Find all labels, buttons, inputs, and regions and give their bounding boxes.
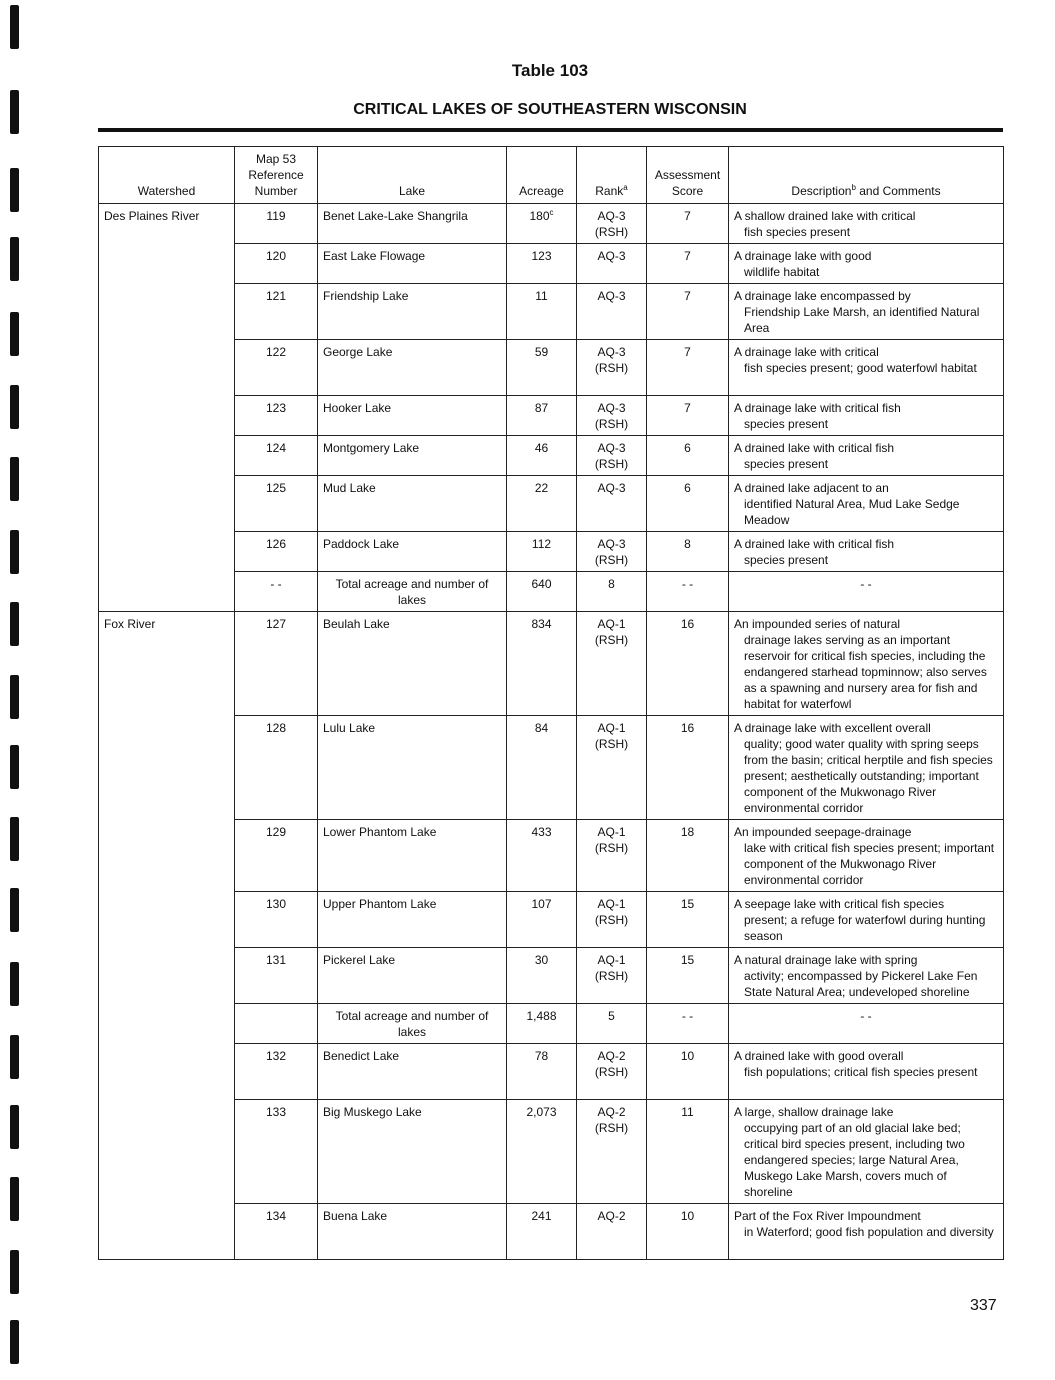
watershed-cell: Des Plaines River — [99, 204, 235, 244]
reference-cell: 129 — [235, 820, 318, 892]
lake-cell: Lower Phantom Lake — [318, 820, 507, 892]
description-cell: Part of the Fox River Impoundment in Waterford; good fish population and diversity — [729, 1204, 1004, 1260]
score-cell: 15 — [647, 948, 729, 1004]
rank-cell: AQ-1 (RSH) — [577, 892, 647, 948]
description-cell: An impounded seepage-drainage lake with critical fish species present; important component of the Mukwonago River environmental corridor — [729, 820, 1004, 892]
total-row — [99, 572, 1004, 612]
rank-cell: AQ-3 (RSH) — [577, 204, 647, 244]
col-header-description: Description$^b$ and Comments — [729, 147, 1004, 204]
rank-cell: AQ-2 (RSH) — [577, 1044, 647, 1100]
page-number: 337 — [970, 1297, 997, 1314]
reference-cell: 119 — [235, 204, 318, 244]
rank-cell: AQ-3 (RSH) — [577, 396, 647, 436]
rank-cell: AQ-2 — [577, 1204, 647, 1260]
acreage-cell: 180$^c$ — [507, 204, 577, 244]
lake-cell: Pickerel Lake — [318, 948, 507, 1004]
reference-cell: 128 — [235, 716, 318, 820]
table-row — [99, 340, 1004, 396]
description-cell: A drainage lake with excellent overall quality; good water quality with spring seeps from the basin; critical herptile and fish species present; aesthetically outstanding; important component of the Mukwonago River environmental corridor — [729, 716, 1004, 820]
table-row — [99, 612, 1004, 716]
description-cell: A drained lake adjacent to an identified Natural Area, Mud Lake Sedge Meadow — [729, 476, 1004, 532]
col-header-rank: Rank$^a$ — [577, 147, 647, 204]
acreage-cell: 78 — [507, 1044, 577, 1100]
table-row — [99, 396, 1004, 436]
reference-cell: 126 — [235, 532, 318, 572]
acreage-cell: 30 — [507, 948, 577, 1004]
lake-cell: Friendship Lake — [318, 284, 507, 340]
reference-cell: 130 — [235, 892, 318, 948]
lake-cell: Beulah Lake — [318, 612, 507, 716]
rank-cell: AQ-3 (RSH) — [577, 340, 647, 396]
watershed-cell — [99, 340, 235, 396]
score-cell: 6 — [647, 436, 729, 476]
watershed-cell — [99, 1044, 235, 1100]
lake-cell: Lulu Lake — [318, 716, 507, 820]
description-cell: A seepage lake with critical fish species present; a refuge for waterfowl during hunting season — [729, 892, 1004, 948]
table-row — [99, 284, 1004, 340]
col-header-acreage: Acreage — [507, 147, 577, 204]
acreage-cell: 87 — [507, 396, 577, 436]
score-cell: 18 — [647, 820, 729, 892]
rank-cell: AQ-3 — [577, 284, 647, 340]
description-cell: - - — [729, 1004, 1004, 1044]
watershed-cell — [99, 532, 235, 572]
reference-cell: 121 — [235, 284, 318, 340]
table-row — [99, 1044, 1004, 1100]
reference-cell: 131 — [235, 948, 318, 1004]
table-row — [99, 204, 1004, 244]
watershed-cell — [99, 1204, 235, 1260]
rank-cell: AQ-3 — [577, 476, 647, 532]
table-row — [99, 532, 1004, 572]
description-cell: A drained lake with critical fish species present — [729, 532, 1004, 572]
acreage-cell: 59 — [507, 340, 577, 396]
score-cell: 7 — [647, 244, 729, 284]
score-cell: 10 — [647, 1204, 729, 1260]
acreage-cell: 107 — [507, 892, 577, 948]
header-row — [99, 147, 1004, 204]
watershed-cell — [99, 716, 235, 820]
description-cell: A natural drainage lake with spring activity; encompassed by Pickerel Lake Fen State Natural Area; undeveloped shoreline — [729, 948, 1004, 1004]
table-row — [99, 1100, 1004, 1204]
reference-cell: - - — [235, 572, 318, 612]
reference-cell: 124 — [235, 436, 318, 476]
reference-cell: 125 — [235, 476, 318, 532]
description-cell: A shallow drained lake with critical fish species present — [729, 204, 1004, 244]
table-row — [99, 244, 1004, 284]
description-cell: A large, shallow drainage lake occupying part of an old glacial lake bed; critical bird species present, including two endangered species; large Natural Area, Muskego Lake Marsh, covers much of shoreline — [729, 1100, 1004, 1204]
rank-cell: AQ-1 (RSH) — [577, 820, 647, 892]
lake-cell: Hooker Lake — [318, 396, 507, 436]
lake-cell: Benedict Lake — [318, 1044, 507, 1100]
lake-cell: Paddock Lake — [318, 532, 507, 572]
table-row — [99, 892, 1004, 948]
lake-cell: Upper Phantom Lake — [318, 892, 507, 948]
watershed-cell — [99, 572, 235, 612]
acreage-cell: 241 — [507, 1204, 577, 1260]
score-cell: 7 — [647, 340, 729, 396]
lake-cell: Buena Lake — [318, 1204, 507, 1260]
col-header-score: Assessment Score — [647, 147, 729, 204]
score-cell: 16 — [647, 716, 729, 820]
watershed-cell — [99, 396, 235, 436]
table-row — [99, 1204, 1004, 1260]
description-cell: A drainage lake encompassed by Friendship Lake Marsh, an identified Natural Area — [729, 284, 1004, 340]
watershed-cell — [99, 284, 235, 340]
description-cell: A drainage lake with critical fish species present; good waterfowl habitat — [729, 340, 1004, 396]
table-title: CRITICAL LAKES OF SOUTHEASTERN WISCONSIN — [353, 101, 747, 118]
lake-cell: Montgomery Lake — [318, 436, 507, 476]
description-cell: An impounded series of natural drainage lakes serving as an important reservoir for critical fish species, including the endangered starhead topminnow; also serves as a spawning and nursery area for fish and habitat for waterfowl — [729, 612, 1004, 716]
table-row — [99, 716, 1004, 820]
description-cell: A drained lake with critical fish species present — [729, 436, 1004, 476]
lake-cell: East Lake Flowage — [318, 244, 507, 284]
total-row — [99, 1004, 1004, 1044]
reference-cell: 132 — [235, 1044, 318, 1100]
description-cell: A drained lake with good overall fish populations; critical fish species present — [729, 1044, 1004, 1100]
description-cell: A drainage lake with good wildlife habitat — [729, 244, 1004, 284]
watershed-cell — [99, 244, 235, 284]
table-row — [99, 436, 1004, 476]
watershed-cell — [99, 892, 235, 948]
acreage-cell: 46 — [507, 436, 577, 476]
lake-cell: Big Muskego Lake — [318, 1100, 507, 1204]
watershed-cell — [99, 1100, 235, 1204]
score-cell: 10 — [647, 1044, 729, 1100]
reference-cell: 133 — [235, 1100, 318, 1204]
lake-cell: Total acreage and number of lakes — [318, 572, 507, 612]
rank-cell: AQ-3 (RSH) — [577, 436, 647, 476]
title-rule — [98, 128, 1003, 132]
description-cell: A drainage lake with critical fish species present — [729, 396, 1004, 436]
acreage-cell: 11 — [507, 284, 577, 340]
col-header-watershed: Watershed — [99, 147, 235, 204]
score-cell: 15 — [647, 892, 729, 948]
score-cell: 7 — [647, 284, 729, 340]
score-cell: 8 — [647, 532, 729, 572]
reference-cell: 123 — [235, 396, 318, 436]
table-row — [99, 476, 1004, 532]
binder-holes — [0, 0, 30, 1380]
reference-cell: 134 — [235, 1204, 318, 1260]
critical-lakes-table — [98, 146, 1004, 1260]
score-cell: 7 — [647, 204, 729, 244]
reference-cell: 122 — [235, 340, 318, 396]
reference-cell — [235, 1004, 318, 1044]
col-header-reference: Map 53 Reference Number — [235, 147, 318, 204]
rank-cell: AQ-1 (RSH) — [577, 948, 647, 1004]
reference-cell: 127 — [235, 612, 318, 716]
watershed-cell — [99, 948, 235, 1004]
rank-cell: 5 — [577, 1004, 647, 1044]
acreage-cell: 1,488 — [507, 1004, 577, 1044]
table-number: Table 103 — [511, 61, 589, 80]
rank-cell: AQ-1 (RSH) — [577, 612, 647, 716]
rank-cell: AQ-3 (RSH) — [577, 532, 647, 572]
lake-cell: Mud Lake — [318, 476, 507, 532]
score-cell: 6 — [647, 476, 729, 532]
lake-cell: George Lake — [318, 340, 507, 396]
score-cell: - - — [647, 572, 729, 612]
description-cell: - - — [729, 572, 1004, 612]
rank-cell: AQ-3 — [577, 244, 647, 284]
watershed-cell — [99, 476, 235, 532]
lake-cell: Benet Lake-Lake Shangrila — [318, 204, 507, 244]
rank-cell: AQ-2 (RSH) — [577, 1100, 647, 1204]
acreage-cell: 112 — [507, 532, 577, 572]
table-row — [99, 948, 1004, 1004]
score-cell: 11 — [647, 1100, 729, 1204]
rank-cell: 8 — [577, 572, 647, 612]
score-cell: 7 — [647, 396, 729, 436]
lake-cell: Total acreage and number of lakes — [318, 1004, 507, 1044]
acreage-cell: 84 — [507, 716, 577, 820]
score-cell: 16 — [647, 612, 729, 716]
watershed-cell — [99, 1004, 235, 1044]
score-cell: - - — [647, 1004, 729, 1044]
acreage-cell: 123 — [507, 244, 577, 284]
acreage-cell: 834 — [507, 612, 577, 716]
rank-cell: AQ-1 (RSH) — [577, 716, 647, 820]
watershed-cell — [99, 820, 235, 892]
watershed-cell: Fox River — [99, 612, 235, 716]
reference-cell: 120 — [235, 244, 318, 284]
watershed-cell — [99, 436, 235, 476]
acreage-cell: 22 — [507, 476, 577, 532]
acreage-cell: 640 — [507, 572, 577, 612]
table-row — [99, 820, 1004, 892]
acreage-cell: 2,073 — [507, 1100, 577, 1204]
col-header-lake: Lake — [318, 147, 507, 204]
acreage-cell: 433 — [507, 820, 577, 892]
